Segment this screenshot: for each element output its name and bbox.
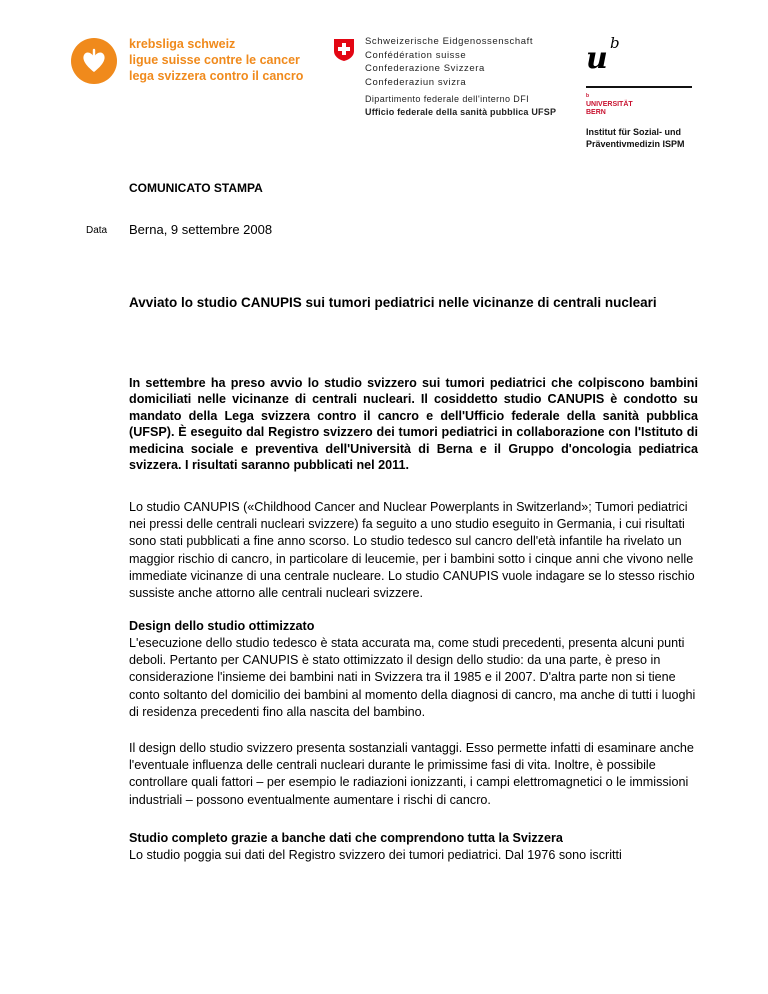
department-name: Dipartimento federale dell'interno DFI bbox=[365, 94, 529, 104]
ub-mark-u: u bbox=[586, 41, 608, 76]
press-release-label: COMUNICATO STAMPA bbox=[129, 181, 263, 195]
paragraph-3: Il design dello studio svizzero presenta sostanziali vantaggi. Esso permette infatti di esaminare anche l'eventuale influenza delle centrali nucleari durante le primissime fasi di vita. Inoltre, è possibile controllare quali fattori – per esempio le radiazioni ionizzanti, i campi elettromagnetici o le immissioni industriali – possono eventualmente aumentare i rischi di cancro. bbox=[129, 741, 694, 807]
paragraph-2: L'esecuzione dello studio tedesco è stata accurata ma, come studi precedenti, presenta alcuni punti deboli. Pertanto per CANUPIS è stato ottimizzato il design dello studio: da una parte, è preso in considerazione l'insieme dei bambini nati in Svizzera tra il 1985 e il 2007. D'altra parte non si tiene conto soltanto del domicilio dei bambini al momento della diagnosi di cancro, ma anche di tutti i luoghi di residenza precedenti fino alla nascita del bambino. bbox=[129, 636, 696, 719]
date-value: Berna, 9 settembre 2008 bbox=[129, 222, 273, 237]
institute-name bbox=[586, 126, 685, 150]
krebsliga-name bbox=[129, 36, 303, 84]
confederation-names bbox=[365, 35, 533, 89]
date-label: Data bbox=[86, 225, 108, 236]
confederation-de: Schweizerische Eidgenossenschaft bbox=[365, 36, 534, 47]
federal-department bbox=[365, 93, 556, 119]
university-name-line2: BERN bbox=[586, 109, 606, 116]
confederation-fr: Confédération suisse bbox=[365, 49, 467, 61]
section-heading-design: Design dello studio ottimizzato bbox=[129, 619, 315, 633]
institute-line1: Institut für Sozial- und bbox=[586, 127, 681, 137]
confederation-rm: Confederaziun svizra bbox=[365, 76, 467, 88]
krebsliga-logo-icon bbox=[71, 38, 117, 84]
section-heading-databases: Studio completo grazie a banche dati che comprendono tutta la Svizzera bbox=[129, 831, 563, 845]
krebsliga-line-de: krebsliga schweiz bbox=[129, 37, 236, 51]
lead-paragraph: In settembre ha preso avvio lo studio svizzero sui tumori pediatrici che colpiscono bambini domiciliati nelle vicinanze di centrali nucleari. Il cosiddetto studio CANUPIS è condotto su mandato della Lega svizzera contro il cancro e dell'Ufficio federale della sanità pubblica (UFSP). È eseguito dal Registro svizzero dei tumori pediatrici in collaborazione con l'Istituto di medicina sociale e preventiva dell'Università di Berna e il Gruppo d'oncologia pediatrica svizzera. I risultati saranno pubblicati nel 2011. bbox=[129, 376, 698, 473]
university-bern-logo-icon bbox=[586, 36, 636, 76]
krebsliga-line-it: lega svizzera contro il cancro bbox=[129, 69, 304, 83]
confederation-it: Confederazione Svizzera bbox=[365, 63, 485, 74]
university-name-super: b bbox=[586, 93, 590, 99]
paragraph-4: Lo studio poggia sui dati del Registro svizzero dei tumori pediatrici. Dal 1976 sono iscritti bbox=[129, 848, 622, 862]
swiss-coat-of-arms-icon bbox=[333, 38, 355, 62]
university-name bbox=[586, 92, 633, 118]
institute-line2: Präventivmedizin ISPM bbox=[586, 139, 685, 149]
university-name-line1: UNIVERSITÄT bbox=[586, 100, 633, 108]
document-title: Avviato lo studio CANUPIS sui tumori pediatrici nelle vicinanze di centrali nucleari bbox=[129, 295, 657, 310]
university-divider bbox=[586, 86, 692, 88]
krebsliga-line-fr: ligue suisse contre le cancer bbox=[129, 53, 300, 67]
ub-mark-b: b bbox=[610, 34, 620, 52]
paragraph-1: Lo studio CANUPIS («Childhood Cancer and Nuclear Powerplants in Switzerland»; Tumori pediatrici nei pressi delle centrali nucleari svizzere) fa seguito a uno studio eseguito in Germania, i cui risultati sono stati pubblicati a fine anno scorso. Lo studio tedesco sul cancro dell'età infantile ha rivelato un maggior rischio di cancro, in particolare di leucemie, per i bambini sotto i cinque anni che vivono nelle immediate vicinanze di una centrale nucleare. Lo studio CANUPIS vuole indagare se lo stesso rischio sussiste anche attorno alle centrali nucleari svizzere. bbox=[129, 500, 695, 601]
office-name: Ufficio federale della sanità pubblica UFSP bbox=[365, 107, 557, 117]
